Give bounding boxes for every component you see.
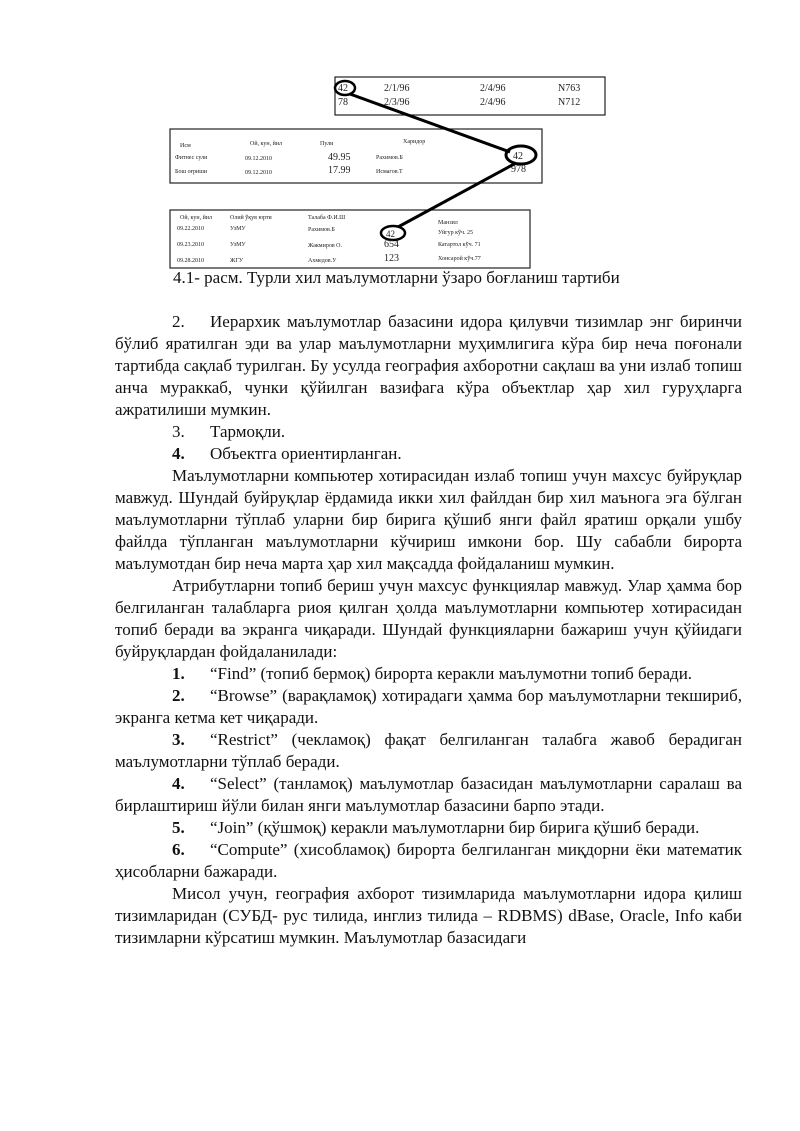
mid-header-3: Пули <box>320 141 334 147</box>
item-text: “Browse” (варақламоқ) хотирадаги ҳамма бор маълумотларни текшириб, экранга кетма кет чиқаради. <box>115 686 742 727</box>
item-number: 4. <box>172 774 185 793</box>
body-text <box>115 311 742 949</box>
item-number: 3. <box>172 422 185 441</box>
bot-header-1: Ой, кун, йил <box>180 215 213 221</box>
top-row1-col1: 42 <box>338 83 348 94</box>
bot-header-3: Талаба Ф.И.Ш <box>308 215 346 221</box>
bot-row1-col1: 09.22.2010 <box>177 226 204 232</box>
mid-row1-col1: Фитнес сули <box>175 155 208 161</box>
mid-header-2: Ой, кун, йил <box>250 141 283 147</box>
bot-row2-col3: Жакмиров О. <box>308 243 342 249</box>
command-browse <box>115 685 742 729</box>
middle-box <box>170 129 542 183</box>
paragraph-attributes: Атрибутларни топиб бериш учун махсус функциялар мавжуд. Улар ҳамма бор белгиланган талабларга риоя қилган ҳолда маълумотларни компьютер хотирасидан топиб беради ва экранга чиқаради. Шундай функцияларни бажариш учун қўйидаги буйруқлардан фойдаланилади: <box>115 576 742 661</box>
item-text: “Join” (қўшмоқ) керакли маълумотларни бир бирига қўшиб беради. <box>210 818 700 837</box>
command-select <box>115 773 742 817</box>
item-text: “Compute” (хисобламоқ) бирорта белгиланган миқдорни ёки математик ҳисобларни бажаради. <box>115 840 742 881</box>
paragraph-search: Маълумотларни компьютер хотирасидан излаб топиш учун махсус буйруқлар мавжуд. Шундай буйруқлар ёрдамида икки хил файлдан бир хил маънога эга бўлган маълумотларни тўплаб уларни бир бирига қўшиб янги файл яратиш орқали ушбу файлда тўпланган маълумотларни кўчириш имкони бор. Шу сабабли бирорта маълумотдан бир неча марта ҳар хил мақсадда фойдаланиш мумкин. <box>115 466 742 573</box>
item-number: 2. <box>172 312 185 331</box>
bot-row3-col1: 09.28.2010 <box>177 258 204 264</box>
figure-diagram <box>160 72 610 272</box>
item-number: 5. <box>172 818 185 837</box>
top-row2-col3: 2/4/96 <box>480 97 506 108</box>
top-row1-col4: N763 <box>558 83 581 94</box>
bottom-node-below-1: 654 <box>384 239 399 250</box>
bot-row2-col1: 09.23.2010 <box>177 242 204 248</box>
command-find <box>115 663 742 685</box>
item-text: Тармоқли. <box>210 422 286 441</box>
item-text: Объектга ориентирланган. <box>210 444 402 463</box>
item-number: 1. <box>172 664 185 683</box>
top-row2-col4: N712 <box>558 97 581 108</box>
figure-caption: 4.1- расм. Турли хил маълумотларни ўзаро боғланиш тартиби <box>173 268 620 287</box>
top-row1-col2: 2/1/96 <box>384 83 410 94</box>
bot-header-2: Олий ўқув юрти <box>230 215 272 221</box>
bot-row3-col3: Ахмедов.У <box>308 258 337 264</box>
paragraph-text: Иерархик маълумотлар базасини идора қилувчи тизимлар энг биринчи бўлиб яратилган эди ва улар маълумотларни муҳимлигига кўра бир неча поғонали тартибда сақлаб турилган. Бу усулда география ахборотни сақлаш ва уни излаб топиш анча мураккаб, чунки қўйилган вазифага кўра объектлар ҳар хил гуруҳларга ажратилиши мумкин. <box>115 312 742 419</box>
mid-row1-col4: Рахимов.Б <box>376 155 403 161</box>
item-number: 4. <box>172 444 185 463</box>
bot-row3-col2: ЖГУ <box>230 258 244 264</box>
top-row2-col2: 2/3/96 <box>384 97 410 108</box>
bot-row1-col2: УзМУ <box>230 226 246 232</box>
mid-header-1: Исм <box>180 143 191 149</box>
command-join <box>115 817 742 839</box>
command-restrict <box>115 729 742 773</box>
command-compute <box>115 839 742 883</box>
bot-header-4: Манзил <box>438 220 458 226</box>
bot-row1-col4: Уйгур кўч. 25 <box>438 230 474 236</box>
bot-row3-col4: Хонсарой кўч.77 <box>438 256 481 262</box>
item-text: “Select” (танламоқ) маълумотлар базасидан маълумотларни саралаш ва бирлаштириш йўли билан янги маълумотлар базасини барпо этади. <box>115 774 742 815</box>
item-number: 2. <box>172 686 185 705</box>
relationship-figure <box>160 72 610 272</box>
mid-row1-col2: 09.12.2010 <box>245 156 272 162</box>
list-item-network <box>115 421 742 443</box>
bot-row1-col3: Рахимов.Б <box>308 227 335 233</box>
bot-row2-col2: УзМУ <box>230 242 246 248</box>
mid-row1-col3: 49.95 <box>328 152 351 163</box>
item-number: 6. <box>172 840 185 859</box>
paragraph-hierarchical <box>115 311 742 421</box>
middle-node-label: 42 <box>513 151 523 162</box>
mid-row2-col1: Бош оғриши <box>175 169 208 175</box>
mid-row2-col2: 09.12.2010 <box>245 170 272 176</box>
top-row1-col3: 2/4/96 <box>480 83 506 94</box>
item-number: 3. <box>172 730 185 749</box>
top-row2-col1: 78 <box>338 97 348 108</box>
item-text: “Restrict” (чекламоқ) фақат белгиланган талабга жавоб берадиган маълумотларни тўплаб беради. <box>115 730 742 771</box>
paragraph-example: Мисол учун, география ахборот тизимларида маълумотларни идора қилиш тизимларидан (СУБД- рус тилида, инглиз тилида – RDBMS) dBase, Oracle, Info каби тизимларни кўрсатиш мумкин. Маълумотлар базасидаги <box>115 884 742 947</box>
mid-row2-col4: Исмагов.Т <box>376 169 403 175</box>
bottom-node-below-2: 123 <box>384 253 399 264</box>
bottom-node-label: 42 <box>386 229 395 239</box>
middle-node-below: 978 <box>511 164 526 175</box>
list-item-object <box>115 443 742 465</box>
item-text: “Find” (топиб бермоқ) бирорта керакли маълумотни топиб беради. <box>210 664 693 683</box>
mid-row2-col3: 17.99 <box>328 165 351 176</box>
bot-row2-col4: Катартол кўч. 71 <box>438 242 481 248</box>
mid-header-4: Харидор <box>403 139 426 145</box>
